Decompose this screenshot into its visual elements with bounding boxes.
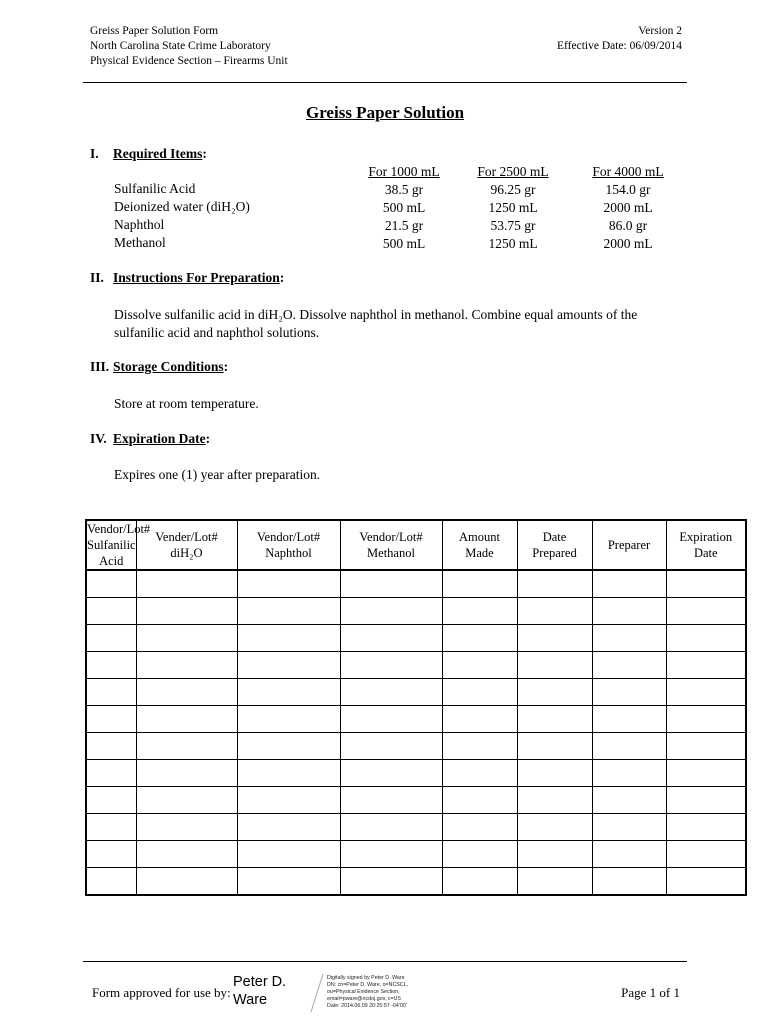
log-cell[interactable] bbox=[340, 679, 442, 706]
quantity-column-1000: For 1000 mL 38.5 gr 500 mL 21.5 gr 500 mL bbox=[368, 164, 440, 251]
log-cell[interactable] bbox=[340, 706, 442, 733]
log-cell[interactable] bbox=[86, 787, 136, 814]
log-row bbox=[86, 679, 746, 706]
version: Version 2 bbox=[638, 25, 682, 37]
log-cell[interactable] bbox=[592, 733, 666, 760]
log-cell[interactable] bbox=[340, 733, 442, 760]
section-expiration: IV. Expiration Date: bbox=[90, 431, 211, 446]
log-row bbox=[86, 706, 746, 733]
log-cell[interactable] bbox=[340, 814, 442, 841]
log-row bbox=[86, 625, 746, 652]
log-cell[interactable] bbox=[666, 625, 746, 652]
log-cell[interactable] bbox=[592, 598, 666, 625]
log-cell[interactable] bbox=[517, 625, 592, 652]
effective-date: Effective Date: 06/09/2014 bbox=[557, 40, 682, 52]
log-cell[interactable] bbox=[86, 570, 136, 598]
log-cell[interactable] bbox=[666, 570, 746, 598]
log-cell[interactable] bbox=[442, 760, 517, 787]
log-cell[interactable] bbox=[666, 733, 746, 760]
log-cell[interactable] bbox=[517, 787, 592, 814]
log-cell[interactable] bbox=[340, 652, 442, 679]
log-body bbox=[86, 570, 746, 895]
log-cell[interactable] bbox=[666, 706, 746, 733]
log-cell[interactable] bbox=[517, 570, 592, 598]
section-storage: III. Storage Conditions: bbox=[90, 359, 229, 374]
log-cell[interactable] bbox=[136, 706, 237, 733]
log-row bbox=[86, 733, 746, 760]
log-cell[interactable] bbox=[666, 652, 746, 679]
log-cell[interactable] bbox=[517, 868, 592, 896]
log-cell[interactable] bbox=[340, 570, 442, 598]
col-header-dih2o: Vender/Lot# diH₂O bbox=[136, 520, 237, 570]
log-cell[interactable] bbox=[86, 841, 136, 868]
quantity-column-4000: For 4000 mL 154.0 gr 2000 mL 86.0 gr 2000 mL bbox=[592, 164, 664, 251]
log-cell[interactable] bbox=[666, 760, 746, 787]
expiration-text: Expires one (1) year after preparation. bbox=[114, 467, 321, 482]
log-cell[interactable] bbox=[86, 706, 136, 733]
log-cell[interactable] bbox=[86, 652, 136, 679]
log-cell[interactable] bbox=[666, 868, 746, 896]
required-items-list bbox=[114, 180, 250, 252]
log-cell[interactable] bbox=[237, 598, 340, 625]
storage-text: Store at room temperature. bbox=[114, 396, 259, 411]
log-cell[interactable] bbox=[442, 787, 517, 814]
log-cell[interactable] bbox=[86, 868, 136, 896]
col-header-amount: Amount Made bbox=[442, 520, 517, 570]
log-cell[interactable] bbox=[592, 679, 666, 706]
instructions-text: Dissolve sulfanilic acid in diH₂O. Dissolve naphthol in methanol. Combine equal amounts of the sulfanilic acid and naphthol solutions. bbox=[114, 307, 638, 340]
log-cell[interactable] bbox=[136, 733, 237, 760]
item-deionized-water: Deionized water (diH₂O) bbox=[114, 199, 250, 214]
log-cell[interactable] bbox=[340, 760, 442, 787]
log-cell[interactable] bbox=[237, 760, 340, 787]
log-cell[interactable] bbox=[86, 760, 136, 787]
form-name: Greiss Paper Solution Form bbox=[90, 25, 219, 37]
log-cell[interactable] bbox=[136, 625, 237, 652]
log-cell[interactable] bbox=[517, 706, 592, 733]
log-cell[interactable] bbox=[237, 841, 340, 868]
section-instructions: II. Instructions For Preparation: bbox=[90, 270, 285, 285]
page-title: Greiss Paper Solution bbox=[305, 103, 465, 122]
header-left bbox=[90, 24, 288, 69]
log-cell[interactable] bbox=[237, 570, 340, 598]
header-right bbox=[557, 24, 682, 54]
log-cell[interactable] bbox=[592, 814, 666, 841]
log-cell[interactable] bbox=[136, 814, 237, 841]
log-cell[interactable] bbox=[442, 706, 517, 733]
log-cell[interactable] bbox=[237, 625, 340, 652]
log-cell[interactable] bbox=[136, 652, 237, 679]
log-cell[interactable] bbox=[442, 570, 517, 598]
log-cell[interactable] bbox=[517, 841, 592, 868]
item-naphthol: Naphthol bbox=[114, 217, 165, 232]
footer-rule bbox=[83, 961, 687, 962]
log-cell[interactable] bbox=[86, 733, 136, 760]
log-cell[interactable] bbox=[666, 841, 746, 868]
log-cell[interactable] bbox=[442, 652, 517, 679]
log-cell[interactable] bbox=[442, 679, 517, 706]
log-row bbox=[86, 787, 746, 814]
log-cell[interactable] bbox=[442, 868, 517, 896]
log-cell[interactable] bbox=[136, 679, 237, 706]
log-cell[interactable] bbox=[237, 679, 340, 706]
log-cell[interactable] bbox=[592, 652, 666, 679]
log-cell[interactable] bbox=[86, 679, 136, 706]
log-row bbox=[86, 868, 746, 896]
item-methanol: Methanol bbox=[114, 235, 166, 250]
col-header-preparer: Preparer bbox=[592, 520, 666, 570]
page-number: Page 1 of 1 bbox=[621, 985, 680, 1000]
log-row bbox=[86, 652, 746, 679]
log-cell[interactable] bbox=[592, 787, 666, 814]
log-row bbox=[86, 760, 746, 787]
header-rule bbox=[83, 82, 687, 83]
log-cell[interactable] bbox=[517, 814, 592, 841]
log-cell[interactable] bbox=[517, 760, 592, 787]
log-cell[interactable] bbox=[592, 868, 666, 896]
log-cell[interactable] bbox=[237, 787, 340, 814]
log-cell[interactable] bbox=[136, 598, 237, 625]
log-cell[interactable] bbox=[442, 733, 517, 760]
log-cell[interactable] bbox=[237, 733, 340, 760]
preparation-log-table bbox=[85, 519, 747, 896]
log-cell[interactable] bbox=[517, 652, 592, 679]
log-cell[interactable] bbox=[666, 598, 746, 625]
log-cell[interactable] bbox=[86, 814, 136, 841]
log-cell[interactable] bbox=[86, 625, 136, 652]
log-cell[interactable] bbox=[237, 706, 340, 733]
log-cell[interactable] bbox=[136, 570, 237, 598]
log-cell[interactable] bbox=[517, 598, 592, 625]
log-cell[interactable] bbox=[442, 625, 517, 652]
log-cell[interactable] bbox=[340, 787, 442, 814]
log-cell[interactable] bbox=[237, 868, 340, 896]
log-cell[interactable] bbox=[442, 598, 517, 625]
log-cell[interactable] bbox=[666, 787, 746, 814]
log-cell[interactable] bbox=[592, 625, 666, 652]
log-cell[interactable] bbox=[136, 760, 237, 787]
log-cell[interactable] bbox=[517, 733, 592, 760]
log-cell[interactable] bbox=[592, 706, 666, 733]
log-cell[interactable] bbox=[592, 570, 666, 598]
section-name: Physical Evidence Section – Firearms Unit bbox=[90, 55, 288, 67]
log-cell[interactable] bbox=[340, 868, 442, 896]
col-header-methanol: Vendor/Lot# Methanol bbox=[340, 520, 442, 570]
log-cell[interactable] bbox=[340, 841, 442, 868]
signature-slash-icon bbox=[308, 972, 326, 1014]
log-row bbox=[86, 570, 746, 598]
log-cell[interactable] bbox=[237, 652, 340, 679]
log-cell[interactable] bbox=[666, 679, 746, 706]
col-header-expiration: Expiration Date bbox=[666, 520, 746, 570]
signer-name: Peter D. Ware bbox=[233, 974, 287, 1008]
lab-name: North Carolina State Crime Laboratory bbox=[90, 40, 271, 52]
log-row bbox=[86, 598, 746, 625]
approved-label: Form approved for use by: bbox=[92, 985, 231, 1000]
log-header-row bbox=[86, 520, 746, 570]
log-cell[interactable] bbox=[86, 598, 136, 625]
col-header-date: Date Prepared bbox=[517, 520, 592, 570]
log-row bbox=[86, 841, 746, 868]
log-row bbox=[86, 814, 746, 841]
log-cell[interactable] bbox=[666, 814, 746, 841]
log-cell[interactable] bbox=[237, 814, 340, 841]
col-header-sulfanilic: Vendor/Lot# Sulfanilic Acid bbox=[87, 522, 151, 568]
digital-signature-details: Digitally signed by Peter D. Ware DN: cn=Peter D. Ware, o=NCSCL, ou=Physical Evidence Section, email=pware@ncdoj.gov, c=US Date: 2014.06.09 20:25:57 -04'00' bbox=[327, 975, 409, 1009]
log-cell[interactable] bbox=[592, 841, 666, 868]
log-cell[interactable] bbox=[517, 679, 592, 706]
log-cell[interactable] bbox=[442, 814, 517, 841]
log-cell[interactable] bbox=[136, 841, 237, 868]
log-cell[interactable] bbox=[340, 625, 442, 652]
log-cell[interactable] bbox=[136, 787, 237, 814]
log-cell[interactable] bbox=[136, 868, 237, 896]
item-sulfanilic-acid: Sulfanilic Acid bbox=[114, 181, 196, 196]
log-cell[interactable] bbox=[592, 760, 666, 787]
col-header-naphthol: Vendor/Lot# Naphthol bbox=[237, 520, 340, 570]
section-required-items: I. Required Items: bbox=[90, 146, 207, 161]
quantity-column-2500: For 2500 mL 96.25 gr 1250 mL 53.75 gr 1250 mL bbox=[477, 164, 549, 251]
log-cell[interactable] bbox=[442, 841, 517, 868]
log-cell[interactable] bbox=[340, 598, 442, 625]
